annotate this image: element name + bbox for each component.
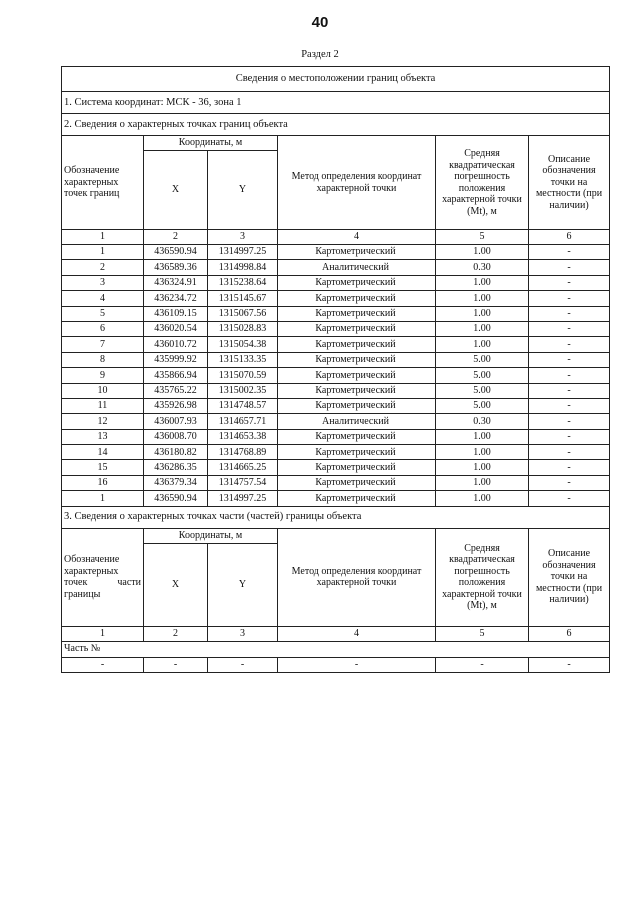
point-number: 10 (62, 383, 144, 398)
point-row (62, 245, 610, 260)
point-y: 1314998.84 (208, 260, 278, 275)
header-x: X (144, 151, 208, 230)
point-x: 436007.93 (144, 414, 208, 429)
header-error: Средняя квадратическая погрешность положения характерной точки (Mt), м (436, 136, 529, 230)
point-x: 435866.94 (144, 368, 208, 383)
point-y: 1315054.38 (208, 337, 278, 352)
point-error: 1.00 (436, 275, 529, 290)
point-error: 1.00 (436, 245, 529, 260)
point-description: - (529, 337, 610, 352)
point-number: 1 (62, 491, 144, 506)
part-row (62, 657, 610, 672)
point-error: 1.00 (436, 291, 529, 306)
point-method: Картометрический (278, 337, 436, 352)
column-number-cell: 1 (62, 626, 144, 641)
point-error: 1.00 (436, 445, 529, 460)
point-error: 0.30 (436, 414, 529, 429)
point-x: 436590.94 (144, 491, 208, 506)
part-cell: - (529, 657, 610, 672)
point-error: 1.00 (436, 337, 529, 352)
column-number-cell: 4 (278, 626, 436, 641)
point-x: 435999.92 (144, 352, 208, 367)
point-error: 1.00 (436, 475, 529, 490)
point-y: 1314768.89 (208, 445, 278, 460)
point-row (62, 429, 610, 444)
point-number: 4 (62, 291, 144, 306)
point-row (62, 306, 610, 321)
point-row (62, 368, 610, 383)
point-method: Картометрический (278, 491, 436, 506)
column-number-cell: 2 (144, 230, 208, 245)
column-number-cell: 6 (529, 626, 610, 641)
column-number-cell: 2 (144, 626, 208, 641)
column-number-cell: 3 (208, 230, 278, 245)
boundary-table (61, 66, 610, 673)
point-row (62, 475, 610, 490)
point-x: 435765.22 (144, 383, 208, 398)
point-number: 8 (62, 352, 144, 367)
point-description: - (529, 306, 610, 321)
point-y: 1314748.57 (208, 398, 278, 413)
point-y: 1315002.35 (208, 383, 278, 398)
point-x: 436008.70 (144, 429, 208, 444)
table-title: Сведения о местоположении границ объекта (62, 67, 610, 92)
point-x: 436180.82 (144, 445, 208, 460)
point-y: 1314997.25 (208, 245, 278, 260)
point-description: - (529, 414, 610, 429)
point-y: 1315070.59 (208, 368, 278, 383)
point-row (62, 414, 610, 429)
point-row (62, 445, 610, 460)
column-number-cell: 6 (529, 230, 610, 245)
point-x: 436324.91 (144, 275, 208, 290)
header-coords: Координаты, м (144, 136, 278, 151)
point-description: - (529, 445, 610, 460)
point-error: 0.30 (436, 260, 529, 275)
point-x: 436590.94 (144, 245, 208, 260)
point-number: 11 (62, 398, 144, 413)
header-description-part: Описание обозначения точки на местности (при наличии) (529, 528, 610, 626)
point-method: Картометрический (278, 352, 436, 367)
point-description: - (529, 491, 610, 506)
point-number: 9 (62, 368, 144, 383)
point-error: 1.00 (436, 460, 529, 475)
header-x-part: X (144, 543, 208, 626)
section-label: Раздел 2 (301, 49, 339, 60)
point-row (62, 491, 610, 506)
point-row (62, 337, 610, 352)
header-method: Метод определения координат характерной точки (278, 136, 436, 230)
point-method: Картометрический (278, 306, 436, 321)
point-row (62, 321, 610, 336)
point-number: 2 (62, 260, 144, 275)
column-numbers-row-part (62, 626, 610, 641)
point-error: 5.00 (436, 398, 529, 413)
point-description: - (529, 321, 610, 336)
point-number: 14 (62, 445, 144, 460)
point-description: - (529, 398, 610, 413)
point-number: 7 (62, 337, 144, 352)
point-row (62, 398, 610, 413)
part-cell: - (62, 657, 144, 672)
column-number-cell: 5 (436, 626, 529, 641)
point-method: Картометрический (278, 275, 436, 290)
point-row (62, 460, 610, 475)
point-row (62, 352, 610, 367)
point-method: Картометрический (278, 383, 436, 398)
point-description: - (529, 368, 610, 383)
point-description: - (529, 275, 610, 290)
point-row (62, 275, 610, 290)
point-number: 15 (62, 460, 144, 475)
point-x: 435926.98 (144, 398, 208, 413)
header-coords-part: Координаты, м (144, 528, 278, 543)
point-number: 16 (62, 475, 144, 490)
part-cell: - (278, 657, 436, 672)
point-method: Картометрический (278, 398, 436, 413)
column-number-cell: 5 (436, 230, 529, 245)
point-description: - (529, 260, 610, 275)
header-description: Описание обозначения точки на местности (при наличии) (529, 136, 610, 230)
point-method: Картометрический (278, 429, 436, 444)
point-x: 436010.72 (144, 337, 208, 352)
point-y: 1314653.38 (208, 429, 278, 444)
point-number: 1 (62, 245, 144, 260)
point-x: 436286.35 (144, 460, 208, 475)
header-designation: Обозначение характерных точек границ (62, 136, 144, 230)
point-x: 436020.54 (144, 321, 208, 336)
part-label: Часть № (62, 641, 610, 657)
point-method: Аналитический (278, 414, 436, 429)
point-method: Картометрический (278, 475, 436, 490)
header-y-part: Y (208, 543, 278, 626)
point-description: - (529, 291, 610, 306)
point-description: - (529, 352, 610, 367)
page-number: 40 (311, 14, 329, 31)
point-number: 12 (62, 414, 144, 429)
header-designation-part: Обозначение характерных точек части границы (62, 528, 144, 626)
point-description: - (529, 245, 610, 260)
point-method: Картометрический (278, 245, 436, 260)
section3-title: 3. Сведения о характерных точках части (частей) границы объекта (62, 506, 610, 528)
column-number-cell: 1 (62, 230, 144, 245)
point-row (62, 291, 610, 306)
point-x: 436234.72 (144, 291, 208, 306)
point-y: 1314997.25 (208, 491, 278, 506)
point-method: Картометрический (278, 291, 436, 306)
point-error: 5.00 (436, 383, 529, 398)
header-method-part: Метод определения координат характерной точки (278, 528, 436, 626)
point-number: 6 (62, 321, 144, 336)
coord-system: 1. Система координат: МСК - 36, зона 1 (62, 92, 610, 114)
point-number: 3 (62, 275, 144, 290)
part-cell: - (436, 657, 529, 672)
point-method: Картометрический (278, 321, 436, 336)
point-y: 1314665.25 (208, 460, 278, 475)
point-description: - (529, 460, 610, 475)
point-y: 1315133.35 (208, 352, 278, 367)
section2-title: 2. Сведения о характерных точках границ объекта (62, 114, 610, 136)
point-error: 1.00 (436, 429, 529, 444)
column-number-cell: 4 (278, 230, 436, 245)
column-numbers-row (62, 230, 610, 245)
point-x: 436109.15 (144, 306, 208, 321)
point-error: 1.00 (436, 321, 529, 336)
header-error-part: Средняя квадратическая погрешность положения характерной точки (Mt), м (436, 528, 529, 626)
point-x: 436589.36 (144, 260, 208, 275)
part-cell: - (144, 657, 208, 672)
point-description: - (529, 383, 610, 398)
point-description: - (529, 429, 610, 444)
point-x: 436379.34 (144, 475, 208, 490)
point-y: 1315145.67 (208, 291, 278, 306)
point-number: 13 (62, 429, 144, 444)
point-y: 1315028.83 (208, 321, 278, 336)
point-error: 5.00 (436, 368, 529, 383)
point-method: Аналитический (278, 260, 436, 275)
point-method: Картометрический (278, 460, 436, 475)
header-y: Y (208, 151, 278, 230)
point-y: 1315238.64 (208, 275, 278, 290)
point-method: Картометрический (278, 368, 436, 383)
point-y: 1315067.56 (208, 306, 278, 321)
point-description: - (529, 475, 610, 490)
point-error: 5.00 (436, 352, 529, 367)
point-error: 1.00 (436, 306, 529, 321)
point-number: 5 (62, 306, 144, 321)
part-cell: - (208, 657, 278, 672)
point-row (62, 260, 610, 275)
column-number-cell: 3 (208, 626, 278, 641)
point-row (62, 383, 610, 398)
point-y: 1314757.54 (208, 475, 278, 490)
point-y: 1314657.71 (208, 414, 278, 429)
point-error: 1.00 (436, 491, 529, 506)
point-method: Картометрический (278, 445, 436, 460)
